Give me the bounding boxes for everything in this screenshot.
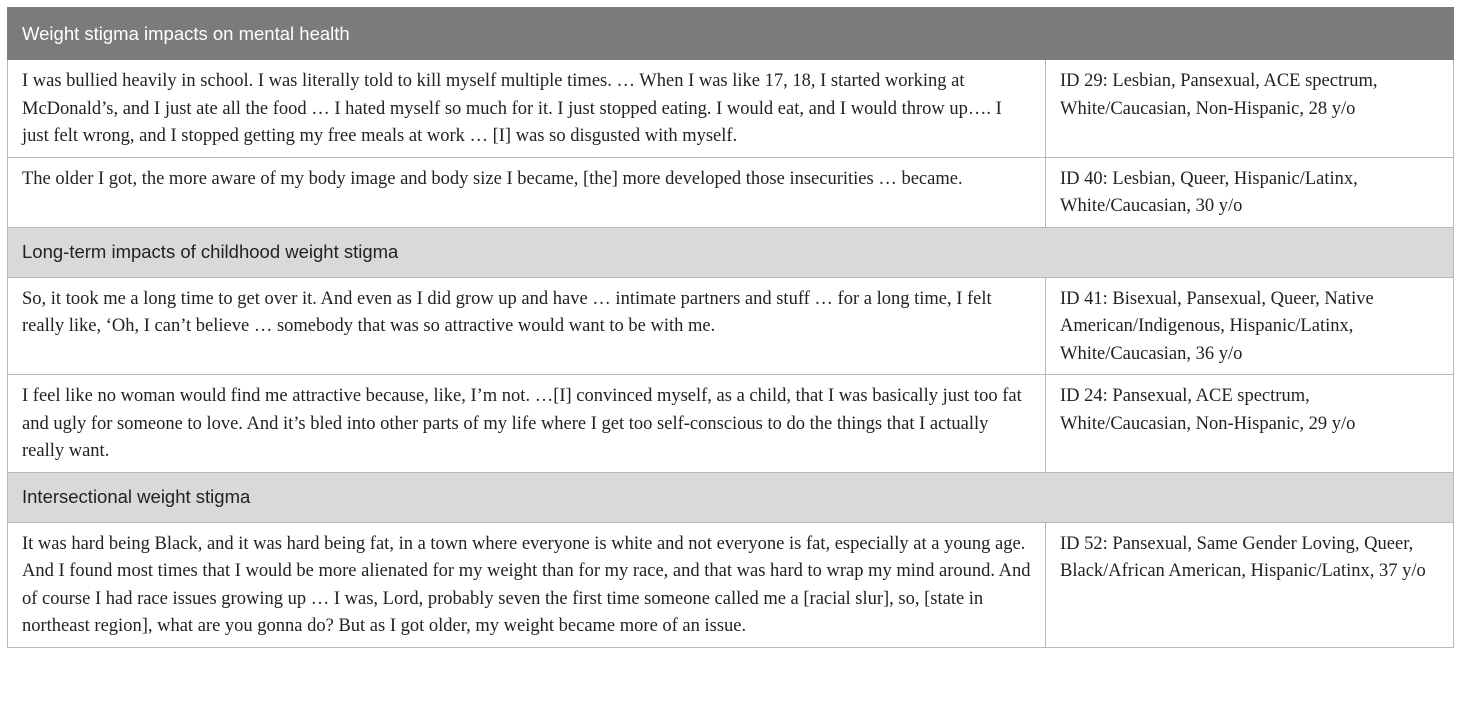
quote-cell: I was bullied heavily in school. I was literally told to kill myself multiple times. … When I was like 17, 18, I started working at McDonald’s, and I just ate all the food … I hated myself so much for it. I just stopped eating. I would eat, and I would throw up…. I just felt wrong, and I stopped getting my free meals at work … [I] was so disgusted with myself. (8, 60, 1046, 158)
table-row (8, 277, 1454, 375)
participant-cell: ID 24: Pansexual, ACE spectrum, White/Caucasian, Non-Hispanic, 29 y/o (1046, 375, 1454, 473)
section-title-mental-health: Weight stigma impacts on mental health (8, 8, 1454, 60)
quote-cell: The older I got, the more aware of my body image and body size I became, [the] more developed those insecurities … became. (8, 157, 1046, 227)
table-row (8, 157, 1454, 227)
section-header-row (8, 472, 1454, 522)
section-header-row (8, 8, 1454, 60)
quote-cell: I feel like no woman would find me attractive because, like, I’m not. …[I] convinced myself, as a child, that I was basically just too fat and ugly for someone to love. And it’s bled into other parts of my life where I get too self-conscious to do the things that I actually really want. (8, 375, 1046, 473)
section-title-intersectional: Intersectional weight stigma (8, 472, 1454, 522)
participant-cell: ID 40: Lesbian, Queer, Hispanic/Latinx, White/Caucasian, 30 y/o (1046, 157, 1454, 227)
table-row (8, 522, 1454, 647)
section-title-long-term: Long-term impacts of childhood weight stigma (8, 227, 1454, 277)
quote-cell: So, it took me a long time to get over it. And even as I did grow up and have … intimate partners and stuff … for a long time, I felt really like, ‘Oh, I can’t believe … somebody that was so attractive would want to be with me. (8, 277, 1046, 375)
table-row (8, 60, 1454, 158)
table-row (8, 375, 1454, 473)
section-header-row (8, 227, 1454, 277)
quotes-table (7, 7, 1454, 648)
quote-cell: It was hard being Black, and it was hard being fat, in a town where everyone is white and not everyone is fat, especially at a young age. And I found most times that I would be more alienated for my weight than for my race, and that was hard to wrap my mind around. And of course I had race issues growing up … I was, Lord, probably seven the first time someone called me a [racial slur], so, [state in northeast region], what are you gonna do? But as I got older, my weight became more of an issue. (8, 522, 1046, 647)
participant-cell: ID 52: Pansexual, Same Gender Loving, Queer, Black/African American, Hispanic/Latinx, 37 y/o (1046, 522, 1454, 647)
participant-cell: ID 29: Lesbian, Pansexual, ACE spectrum, White/Caucasian, Non-Hispanic, 28 y/o (1046, 60, 1454, 158)
participant-cell: ID 41: Bisexual, Pansexual, Queer, Native American/Indigenous, Hispanic/Latinx, White/Caucasian, 36 y/o (1046, 277, 1454, 375)
